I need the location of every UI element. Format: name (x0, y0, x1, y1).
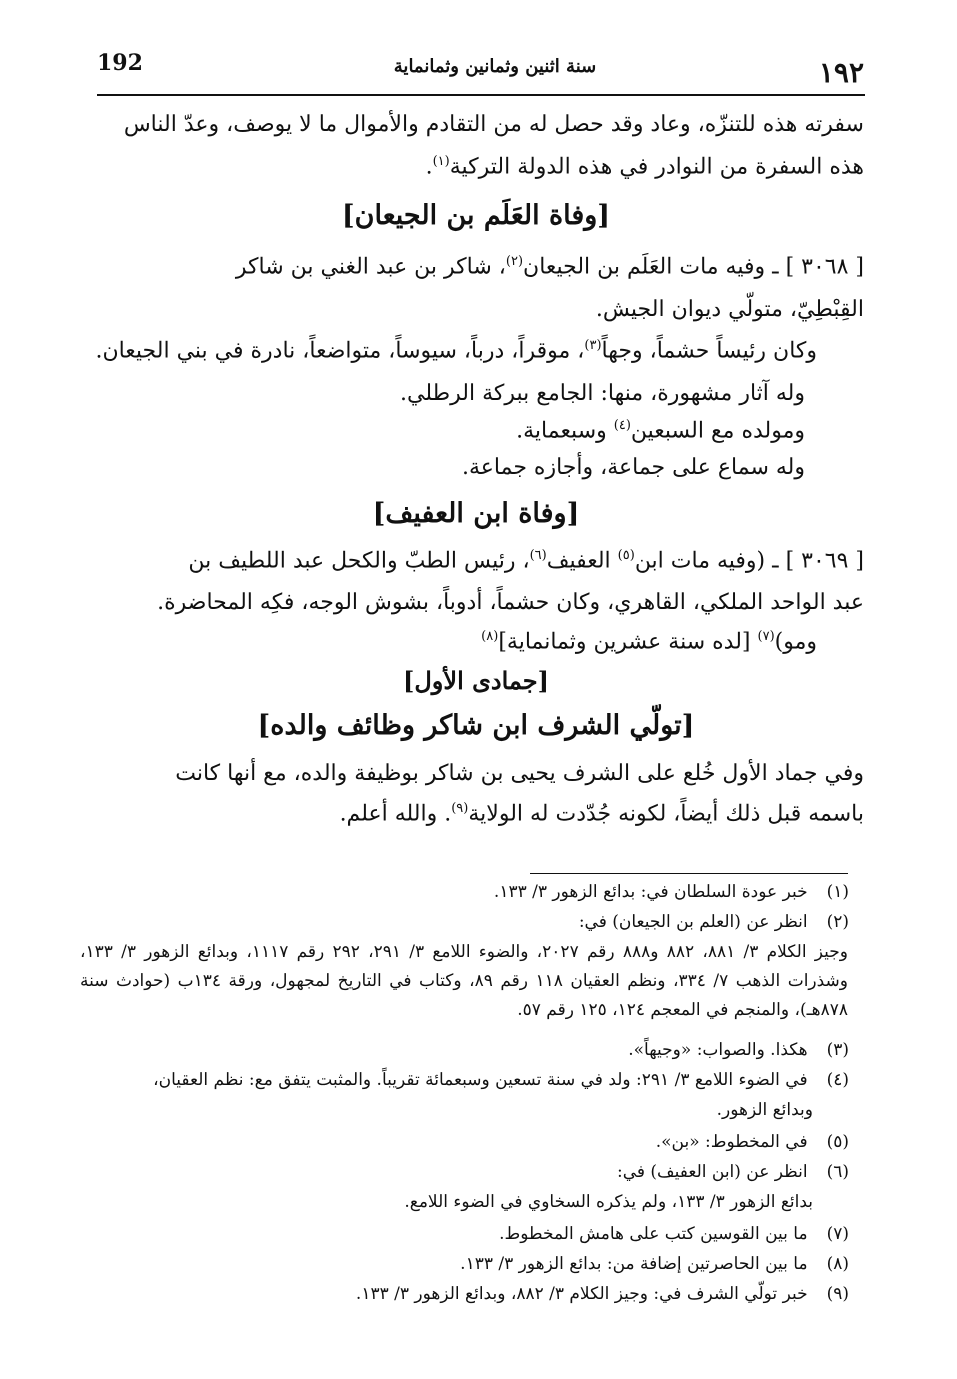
footnote-item: (١) خبر عودة السلطان في: بدائع الزهور ٣/ ١٣٣. (493, 882, 849, 902)
section-heading: [تولّي الشرف ابن شاكر وظائف والده] (257, 710, 695, 741)
footnote-continuation: وجيز الكلام ٣/ ٨٨١، ٨٨٢ و٨٨٨ رقم ٢٠٢٧، والضوء اللامع ٣/ ٢٩١، ٢٩٢ رقم ١١١٧، وبدائع الزهور ٣/ ١٣٣، وشذرات الذهب ٧/ ٣٣٤، ونظم العقيان ١١٨ رقم ٨٩، وكتاب في التاريخ لمجهول، ورقة ١٣٤ب (حوادث سنة ٨٧٨هـ)، والمنجم في المعجم ١٢٤، ١٢٥ رقم ٥٧. (80, 942, 849, 1020)
month-subheading: [جمادى الأول] (403, 666, 549, 695)
entry-line: [ ٣٠٦٩ ] ـ (وفيه مات ابن$^{(٥)}$ العفيف$^{(٦)}$، رئيس الطبّ والكحل عبد اللطيف بن (188, 548, 864, 574)
footnote-number: (٣) (826, 1040, 849, 1060)
running-title: سنة اثنين وثمانين وثمانماية (393, 56, 597, 77)
footnote-number: (٢) (826, 912, 849, 932)
footnote-continuation: وبدائع الزهور. (716, 1100, 813, 1120)
footnote-number: (٨) (826, 1254, 849, 1274)
entry-number: [ ٣٠٦٨ ] ـ (772, 254, 864, 280)
section-heading: [وفاة ابن العفيف] (372, 498, 580, 529)
entry-line: ومولده مع السبعين$^{(٤)}$ وسبعماية. (516, 418, 805, 444)
footnote-ref: (٧) (757, 629, 775, 644)
entry-line: عبد الواحد الملكي، القاهري، وكان حشماً، أدوباً، بشوش الوجه، فكِه المحاضرة. (157, 590, 864, 615)
footnote-number: (٧) (826, 1224, 849, 1244)
footnote-ref: (٣) (584, 338, 602, 353)
entry-number: [ ٣٠٦٩ ] ـ (772, 548, 864, 574)
footnote-item: (٧) ما بين القوسين كتب على هامش المخطوط. (499, 1224, 849, 1244)
footnote-ref: (٩) (451, 801, 469, 816)
footnote-number: (٩) (826, 1284, 849, 1304)
footnote-number: (٥) (826, 1132, 849, 1152)
footnote-ref: (٢) (505, 254, 524, 269)
footnote-number: (٦) (826, 1162, 849, 1182)
section-heading: [وفاة العَلَم بن الجيعان] (341, 200, 611, 231)
footnote-item: (٩) خبر تولّي الشرف في: وجيز الكلام ٣/ ٨٨٢، وبدائع الزهور ٣/ ١٣٣. (355, 1284, 849, 1304)
header-rule (97, 94, 865, 96)
entry-line: القِبْطِيّ، متولّي ديوان الجيش. (595, 297, 864, 322)
page-number-latin: 192 (97, 50, 143, 76)
footnote-rule (530, 873, 848, 874)
footnote-item: (٨) ما بين الحاصرتين إضافة من: بدائع الزهور ٣/ ١٣٣. (460, 1254, 849, 1274)
footnote-number: (٤) (826, 1070, 849, 1090)
entry-line: وله سماع على جماعة، وأجازه جماعة. (462, 455, 805, 480)
footnote-number: (١) (826, 882, 849, 902)
footnote-ref: (٦) (529, 548, 547, 563)
intro-line-2: هذه السفرة من النوادر في هذه الدولة التركية$^{(١)}$. (425, 154, 864, 180)
footnote-item: (٤) في الضوء اللامع ٣/ ٢٩١: ولد في سنة تسعين وسبعمائة تقريباً. والمثبت يتفق مع: نظم العقيان، (153, 1070, 849, 1090)
entry-line: باسمه قبل ذلك أيضاً، لكونه جُدّدت له الولاية$^{(٩)}$. والله أعلم. (339, 801, 864, 827)
entry-line: وفي جماد الأول خُلع على الشرف يحيى بن شاكر بوظيفة والده، مع أنها كانت (175, 761, 864, 786)
footnote-ref: (١) (432, 154, 450, 169)
page-number-arabic: ١٩٢ (818, 56, 864, 89)
intro-line-1: سفرته هذه للتنزّه، وعاد وقد حصل له من التقادم والأموال ما لا يوصف، وعدّ الناس (123, 112, 864, 137)
footnote-item: (٢) انظر عن (العلم بن الجيعان) في: (578, 912, 849, 932)
footnote-ref: (٥) (617, 548, 635, 563)
footnote-item: (٦) انظر عن (ابن العفيف) في: (616, 1162, 849, 1182)
footnote-continuation: بدائع الزهور ٣/ ١٣٣، ولم يذكره السخاوي في الضوء اللامع. (404, 1192, 813, 1212)
footnote-item: (٣) هكذا. والصواب: «وجيهاً». (628, 1040, 849, 1060)
footnote-ref: (٨) (481, 629, 499, 644)
entry-line: وله آثار مشهورة، منها: الجامع ببركة الرطلي. (400, 381, 805, 406)
footnote-ref: (٤) (613, 418, 631, 433)
entry-line: [ ٣٠٦٨ ] ـ وفيه مات العَلَم بن الجيعان$^{(٢)}$، شاكر بن عبد الغني بن شاكر (235, 254, 864, 280)
entry-line: وكان رئيساً حشماً، وجهاً$^{(٣)}$، موقراً، درباً، سيوساً، متواضعاً، نادرة في بني الجيعان. (95, 338, 817, 364)
entry-line: ومو)$^{(٧)}$ [لده سنة عشرين وثمانماية]$^{(٨)}$ (481, 629, 817, 655)
footnote-item: (٥) في المخطوط: «بن». (655, 1132, 849, 1152)
